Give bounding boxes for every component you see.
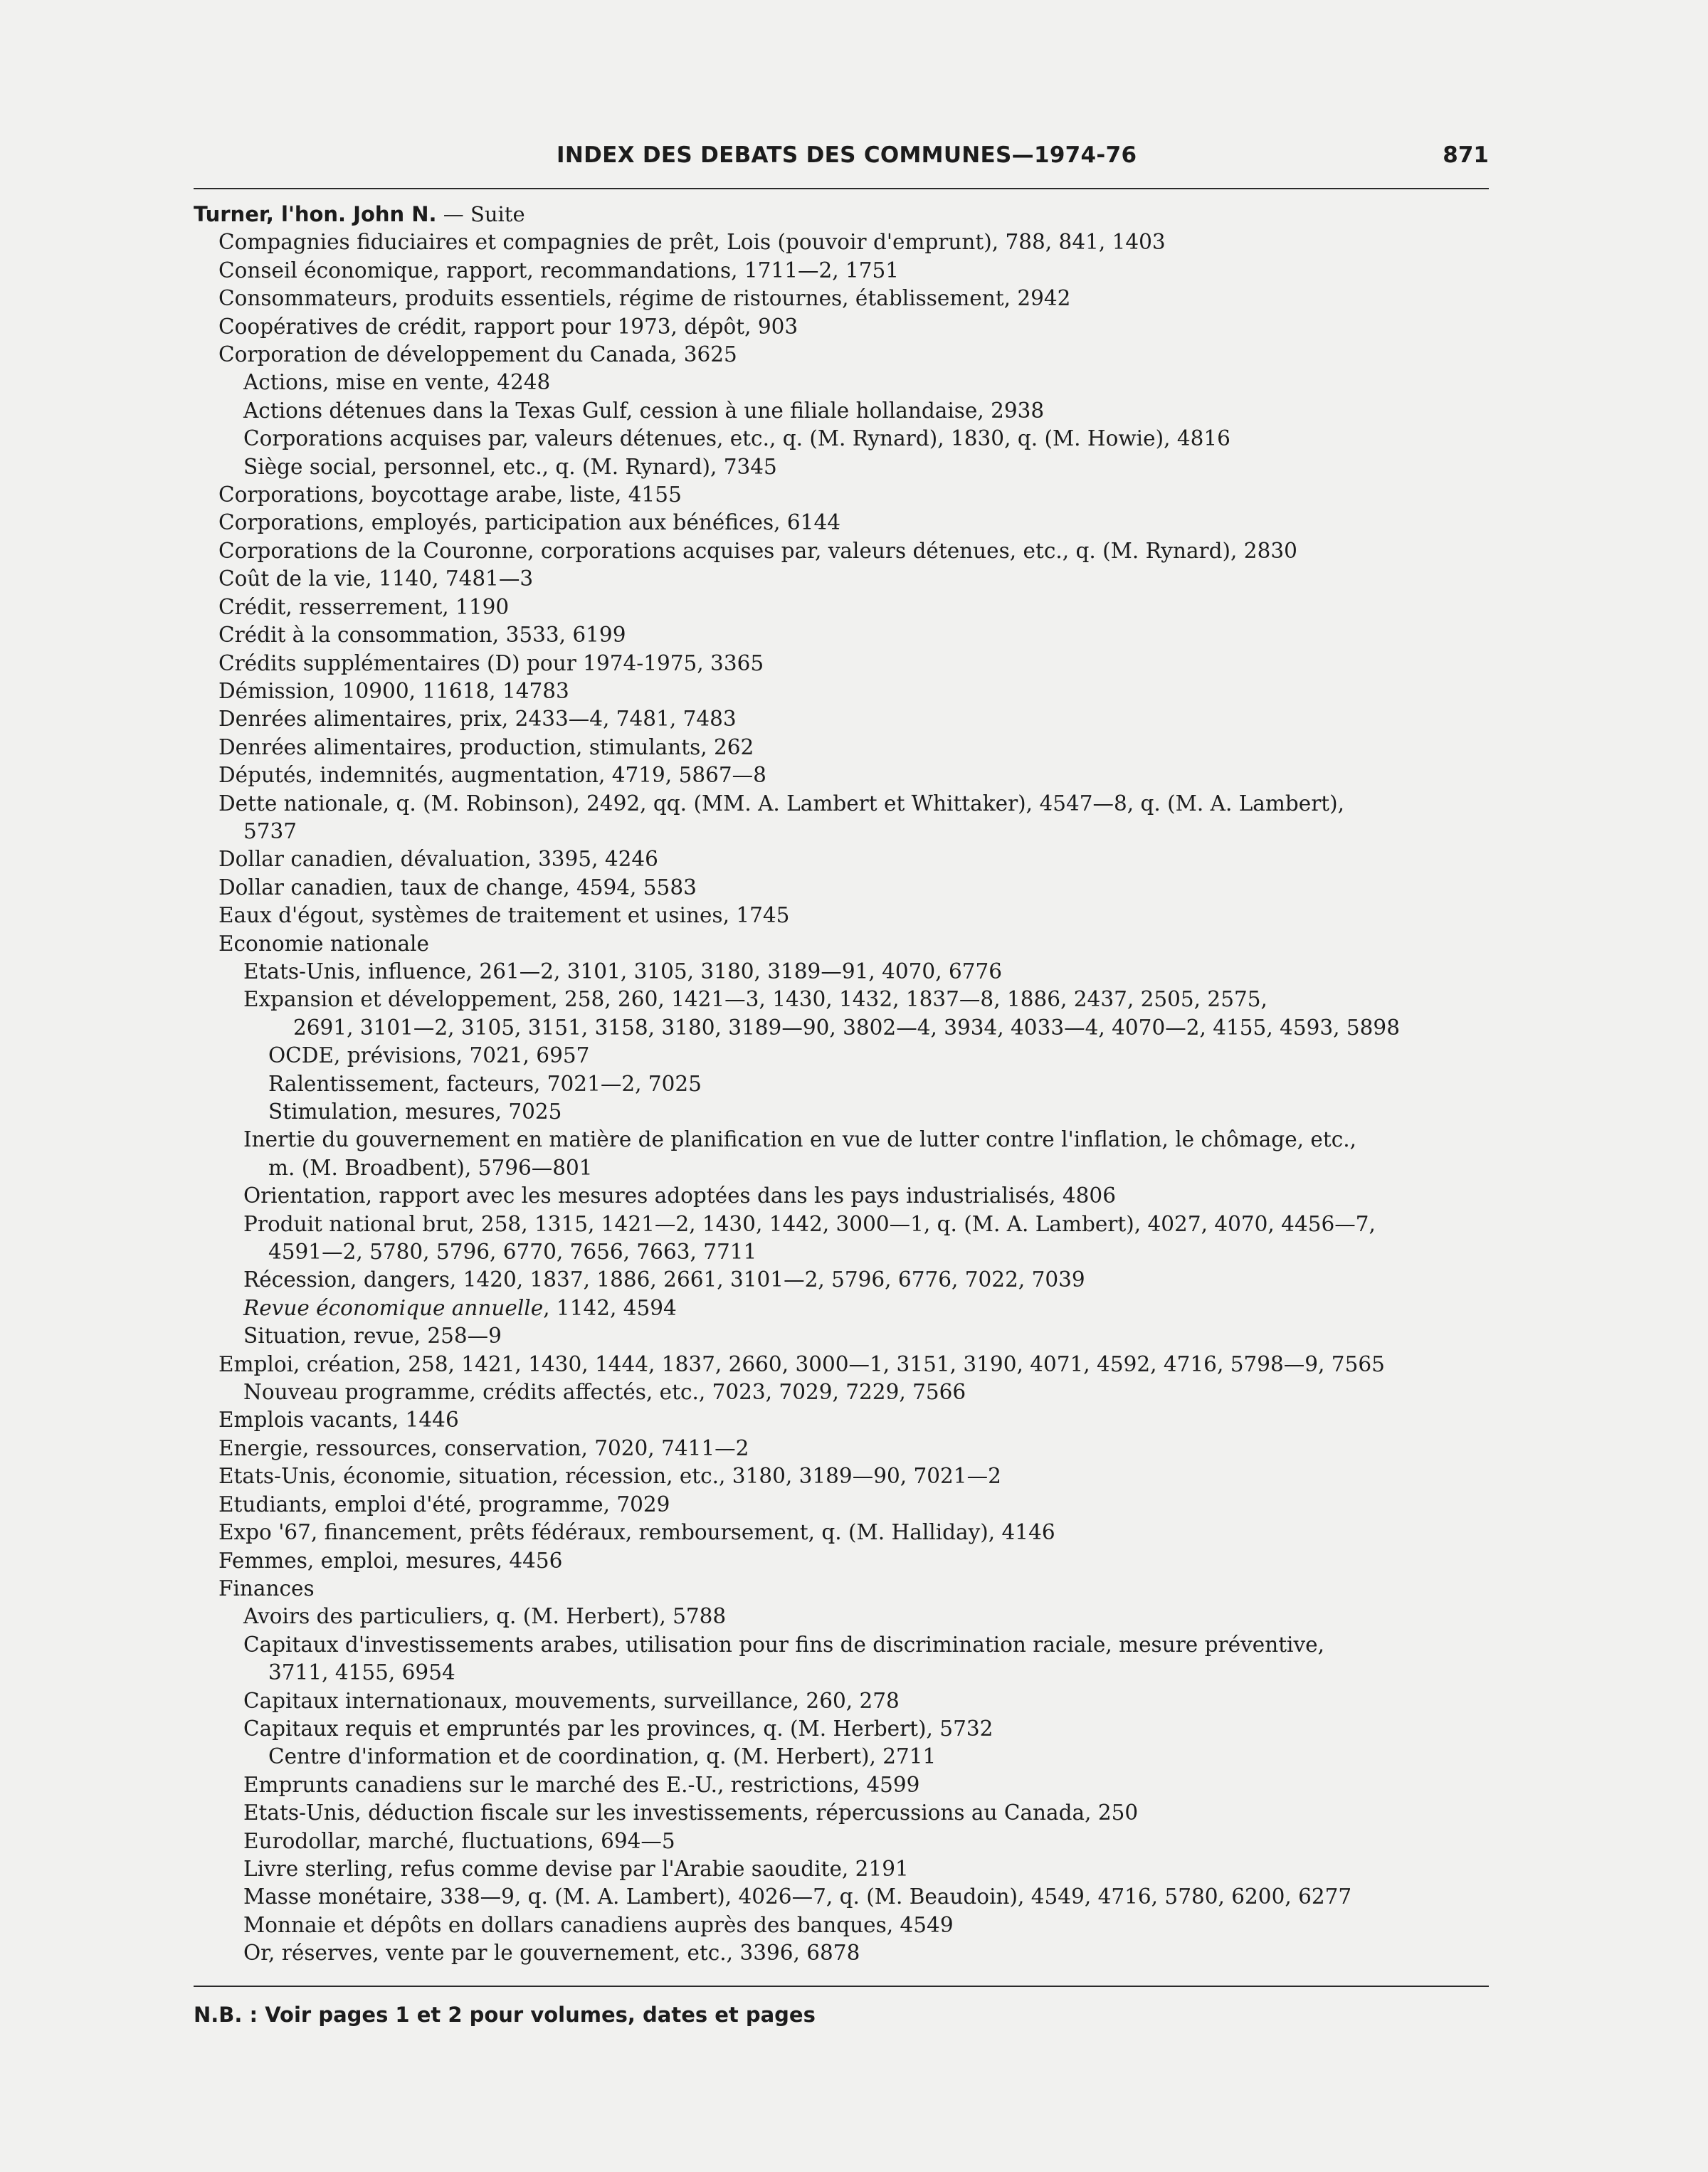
index-line: Inertie du gouvernement en matière de planification en vue de lutter contre l'inflation, le chômage, etc., [243,1127,1356,1152]
index-line: Monnaie et dépôts en dollars canadiens auprès des banques, 4549 [243,1912,954,1937]
index-line: Expo '67, financement, prêts fédéraux, remboursement, q. (M. Halliday), 4146 [218,1520,1055,1545]
index-line: Eaux d'égout, systèmes de traitement et usines, 1745 [218,903,790,928]
index-line: Siège social, personnel, etc., q. (M. Rynard), 7345 [243,454,777,479]
index-line: Finances [218,1576,315,1601]
index-line: Corporations, employés, participation aux bénéfices, 6144 [218,510,840,535]
index-line: Corporation de développement du Canada, 3625 [218,342,737,367]
index-line: Centre d'information et de coordination, q. (M. Herbert), 2711 [268,1744,937,1769]
index-line: Capitaux requis et empruntés par les provinces, q. (M. Herbert), 5732 [243,1716,993,1741]
index-line: Femmes, emploi, mesures, 4456 [218,1548,563,1573]
publication-title: Revue économique annuelle [243,1295,544,1320]
index-line: Crédits supplémentaires (D) pour 1974-1975, 3365 [218,650,764,675]
index-line: m. (M. Broadbent), 5796—801 [268,1155,593,1180]
index-line: Masse monétaire, 338—9, q. (M. A. Lambert), 4026—7, q. (M. Beaudoin), 4549, 4716, 5780, 6200, 6277 [243,1884,1352,1909]
index-line: Députés, indemnités, augmentation, 4719, 5867—8 [218,763,766,788]
index-line: Eurodollar, marché, fluctuations, 694—5 [243,1828,675,1853]
entry-name: Turner, l'hon. John N. [194,202,437,226]
index-line: Emprunts canadiens sur le marché des E.-U., restrictions, 4599 [243,1772,920,1797]
header-title: INDEX DES DEBATS DES COMMUNES—1974-76 [557,142,1137,168]
index-line: Etats-Unis, économie, situation, récession, etc., 3180, 3189—90, 7021—2 [218,1464,1001,1489]
index-line: 4591—2, 5780, 5796, 6770, 7656, 7663, 7711 [268,1240,757,1265]
index-line: Crédit à la consommation, 3533, 6199 [218,623,626,648]
index-line: Produit national brut, 258, 1315, 1421—2, 1430, 1442, 3000—1, q. (M. A. Lambert), 4027, 4070, 4456—7, [243,1211,1376,1236]
index-line: Economie nationale [218,931,429,956]
index-line: Ralentissement, facteurs, 7021—2, 7025 [268,1071,702,1096]
index-line: 5737 [243,818,297,843]
index-line [194,1295,1489,1322]
index-line: Etudiants, emploi d'été, programme, 7029 [218,1492,670,1517]
index-line: Denrées alimentaires, prix, 2433—4, 7481, 7483 [218,707,737,732]
index-line: 2691, 3101—2, 3105, 3151, 3158, 3180, 3189—90, 3802—4, 3934, 4033—4, 4070—2, 4155, 4593, 5898 [293,1015,1400,1040]
index-line: Denrées alimentaires, production, stimulants, 262 [218,734,754,759]
index-line: Crédit, resserrement, 1190 [218,594,510,619]
page-number: 871 [1443,142,1489,168]
index-line: OCDE, prévisions, 7021, 6957 [268,1043,590,1068]
footnote: N.B. : Voir pages 1 et 2 pour volumes, dates et pages [194,2003,816,2027]
index-line: Etats-Unis, déduction fiscale sur les investissements, répercussions au Canada, 250 [243,1801,1139,1825]
index-line: Or, réserves, vente par le gouvernement, etc., 3396, 6878 [243,1941,860,1966]
index-line: Situation, revue, 258—9 [243,1324,502,1349]
index-line: Coût de la vie, 1140, 7481—3 [218,566,534,591]
index-line: Capitaux internationaux, mouvements, surveillance, 260, 278 [243,1688,900,1713]
index-line: Livre sterling, refus comme devise par l'Arabie saoudite, 2191 [243,1856,909,1881]
index-line: Démission, 10900, 11618, 14783 [218,678,569,703]
index-line: Corporations acquises par, valeurs détenues, etc., q. (M. Rynard), 1830, q. (M. Howie), 4816 [243,426,1230,451]
index-line: Dollar canadien, taux de change, 4594, 5583 [218,875,697,900]
index-line: Nouveau programme, crédits affectés, etc., 7023, 7029, 7229, 7566 [243,1380,966,1405]
entry-suite: — Suite [436,202,525,226]
index-head-entry [194,201,1489,228]
index-line: Dette nationale, q. (M. Robinson), 2492, qq. (MM. A. Lambert et Whittaker), 4547—8, q. (M. A. Lambert), [218,791,1345,816]
index-line: Orientation, rapport avec les mesures adoptées dans les pays industrialisés, 4806 [243,1183,1116,1208]
index-line: Emploi, création, 258, 1421, 1430, 1444, 1837, 2660, 3000—1, 3151, 3190, 4071, 4592, 4716, 5798—9, 7565 [218,1351,1385,1376]
index-line: Capitaux d'investissements arabes, utilisation pour fins de discrimination raciale, mesure préventive, [243,1632,1324,1657]
index-line: Corporations de la Couronne, corporations acquises par, valeurs détenues, etc., q. (M. Rynard), 2830 [218,538,1297,563]
index-line: Compagnies fiduciaires et compagnies de prêt, Lois (pouvoir d'emprunt), 788, 841, 1403 [218,230,1166,255]
index-line: Récession, dangers, 1420, 1837, 1886, 2661, 3101—2, 5796, 6776, 7022, 7039 [243,1267,1085,1292]
index-line: Avoirs des particuliers, q. (M. Herbert), 5788 [243,1604,727,1629]
header-rule [194,188,1489,189]
index-line: Actions détenues dans la Texas Gulf, cession à une filiale hollandaise, 2938 [243,398,1045,423]
index-line: 3711, 4155, 6954 [268,1660,455,1685]
index-line: Stimulation, mesures, 7025 [268,1100,562,1124]
index-line: Coopératives de crédit, rapport pour 1973, dépôt, 903 [218,314,798,339]
index-line: Energie, ressources, conservation, 7020, 7411—2 [218,1435,749,1460]
index-line: Expansion et développement, 258, 260, 1421—3, 1430, 1432, 1837—8, 1886, 2437, 2505, 2575, [243,987,1267,1012]
index-line: Actions, mise en vente, 4248 [243,370,551,395]
footer-rule [194,1986,1489,1987]
index-line: Corporations, boycottage arabe, liste, 4155 [218,483,682,507]
page-refs: , 1142, 4594 [543,1295,677,1320]
page-header [194,142,1489,182]
index-line: Dollar canadien, dévaluation, 3395, 4246 [218,847,658,872]
index-line: Etats-Unis, influence, 261—2, 3101, 3105, 3180, 3189—91, 4070, 6776 [243,959,1003,984]
index-body [194,201,1489,1968]
index-line: Consommateurs, produits essentiels, régime de ristournes, établissement, 2942 [218,286,1071,311]
index-line: Emplois vacants, 1446 [218,1408,459,1433]
index-line: Conseil économique, rapport, recommandations, 1711—2, 1751 [218,258,900,283]
